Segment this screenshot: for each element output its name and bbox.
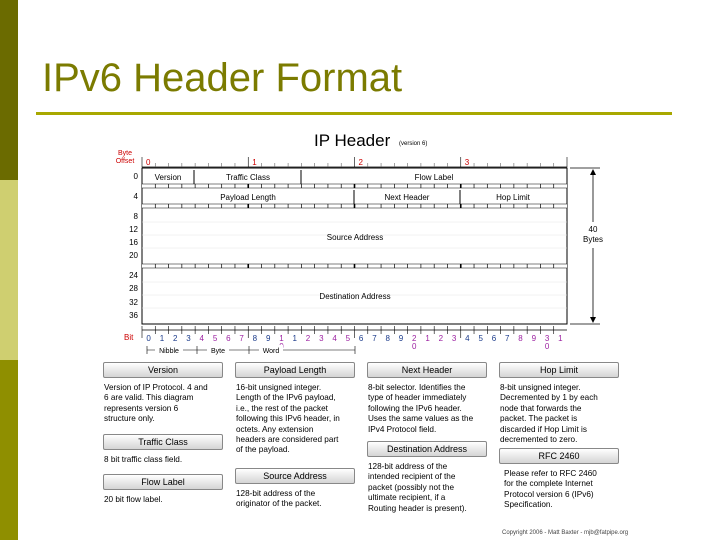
desc-title-traffic-class: Traffic Class	[103, 434, 223, 450]
row-offset-28: 28	[129, 284, 138, 293]
row-offset-12: 12	[129, 225, 138, 234]
desc-text-rfc: Please refer to RFC 2460 for the complete Internet Protocol version 6 (IPv6) Specification.	[504, 469, 597, 510]
byte-offset-label-1: Byte	[117, 150, 133, 157]
row-offset-32: 32	[129, 298, 138, 307]
bit-number: 1	[279, 334, 284, 343]
size-arrow-up	[590, 169, 596, 175]
bit-number: 5	[478, 334, 483, 343]
byte-marker-ruler	[142, 157, 567, 167]
field-version: Version	[154, 173, 182, 182]
bit-number: 3	[451, 334, 457, 343]
byte-marker-1: 1	[252, 158, 257, 167]
byte-offset-label-2: Offset	[115, 158, 135, 165]
desc-title-source-address: Source Address	[235, 468, 355, 484]
bit-number: 9	[531, 334, 537, 343]
row-offset-24: 24	[129, 271, 138, 280]
desc-text-traffic-class: 8 bit traffic class field.	[104, 455, 183, 464]
desc-title-hop-limit: Hop Limit	[499, 362, 619, 378]
bit-number: 1	[558, 334, 563, 343]
size-label-number: 40	[588, 225, 598, 234]
byte-marker-2: 2	[358, 158, 363, 167]
desc-text-source-address: 128-bit address of the originator of the packet.	[236, 489, 322, 509]
bit-number: 9	[398, 334, 404, 343]
bit-number: 5	[345, 334, 351, 343]
bit-number: 8	[252, 334, 258, 343]
desc-text-hop-limit: 8-bit unsigned integer. Decremented by 1 by each node that forwards the packet. The packet is discarded if Hop Limit is decremented to zero.	[500, 383, 598, 445]
diagram-heading: IP Header	[314, 131, 391, 150]
bit-number: 3	[319, 334, 324, 343]
bit-number: 1	[425, 334, 430, 343]
bit-number: 2	[172, 334, 178, 343]
desc-text-version: Version of IP Protocol. 4 and 6 are valid. This diagram represents version 6 structure only.	[104, 383, 208, 424]
bit-ruler	[142, 326, 567, 351]
desc-title-next-header: Next Header	[367, 362, 487, 378]
bit-number: 1	[159, 334, 165, 343]
row-offset-8: 8	[133, 212, 138, 221]
bit-number: 3	[544, 334, 550, 343]
bit-number-second-line: 0	[544, 342, 550, 351]
desc-text-next-header: 8-bit selector. Identifies the type of header immediately following the IPv6 header. Uses the same values as the IPv4 Protocol field.	[368, 383, 474, 434]
desc-text-destination-address: 128-bit address of the intended recipient of the packet (possibly not the ultimate recipient, if a Routing header is present).	[368, 462, 467, 513]
bit-label: Bit	[124, 333, 134, 342]
bit-number: 7	[372, 334, 377, 343]
bit-number: 7	[239, 334, 244, 343]
copyright-text: Copyright 2006 - Matt Baxter - mjb@fatpipe.org	[502, 530, 629, 536]
bit-number: 4	[332, 334, 337, 343]
row-offset-36: 36	[129, 311, 138, 320]
field-source-address: Source Address	[326, 233, 384, 242]
bit-number: 2	[438, 334, 444, 343]
desc-title-flow-label: Flow Label	[103, 474, 223, 490]
desc-title-payload-length: Payload Length	[235, 362, 355, 378]
desc-text-payload-length: 16-bit unsigned integer. Length of the IPv6 payload, i.e., the rest of the packet following this IPv6 header, in octets. Any extension headers are considered part of the payload.	[236, 383, 340, 455]
size-label-unit: Bytes	[582, 235, 604, 244]
field-next-header: Next Header	[384, 193, 430, 202]
scale-byte-label: Byte	[210, 348, 226, 355]
row-offset-labels	[129, 172, 138, 320]
bit-number: 3	[186, 334, 191, 343]
desc-text-flow-label: 20 bit flow label.	[104, 495, 163, 504]
field-payload-length: Payload Length	[220, 193, 276, 202]
row-offset-4: 4	[133, 192, 138, 201]
bit-number: 6	[358, 334, 364, 343]
scale-nibble-label: Nibble	[159, 348, 179, 355]
bit-number: 9	[265, 334, 271, 343]
field-hop-limit: Hop Limit	[496, 193, 530, 202]
desc-title-destination-address: Destination Address	[367, 441, 487, 457]
field-destination-address: Destination Address	[319, 292, 391, 301]
bit-number: 8	[518, 334, 523, 343]
bit-number: 5	[212, 334, 218, 343]
size-arrow-down	[590, 317, 596, 323]
bit-number-second-line: 0	[412, 342, 417, 351]
bit-number: 2	[305, 334, 311, 343]
bit-number: 4	[465, 334, 470, 343]
scale-word-label: Word	[262, 348, 280, 355]
byte-marker-0: 0	[146, 158, 151, 167]
field-traffic-class: Traffic Class	[225, 173, 271, 182]
bit-number: 0	[146, 334, 151, 343]
bit-number: 8	[385, 334, 390, 343]
row-offset-16: 16	[129, 238, 138, 247]
bit-number: 1	[292, 334, 297, 343]
desc-title-version: Version	[103, 362, 223, 378]
field-flow-label: Flow Label	[414, 173, 454, 182]
row-offset-20: 20	[129, 251, 138, 260]
bit-number: 7	[505, 334, 510, 343]
bit-number: 4	[199, 334, 204, 343]
row-offset-0: 0	[133, 172, 138, 181]
diagram-heading-sub: (version 6)	[399, 141, 428, 147]
bit-number: 2	[412, 334, 417, 343]
desc-title-rfc: RFC 2460	[499, 448, 619, 464]
slide-title: IPv6 Header Format	[42, 56, 403, 100]
bit-number: 6	[226, 334, 231, 343]
byte-marker-3: 3	[464, 158, 470, 167]
bit-number: 6	[491, 334, 497, 343]
